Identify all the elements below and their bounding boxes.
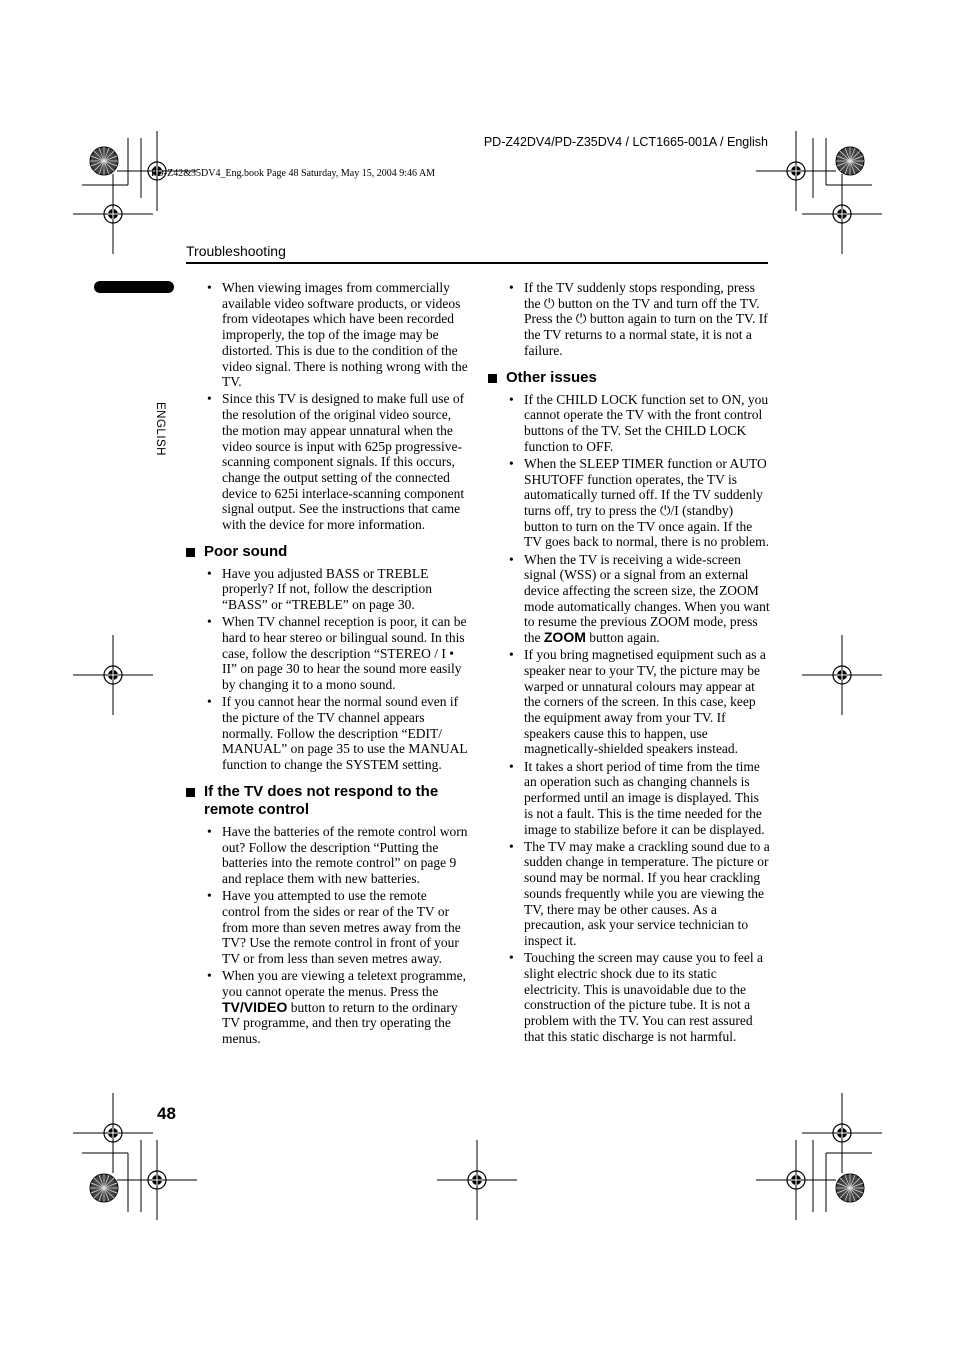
color-wheel-icon (836, 1174, 864, 1202)
stop-responding-list (506, 280, 770, 359)
list-item: • When the SLEEP TIMER function or AUTO SHUTOFF function operates, the TV is automatically turned off. If the TV suddenly turns off, try to press the ⏻/I (standby) button to turn on the TV once again. If the TV goes back to normal, there is no problem. (506, 456, 770, 550)
remote-list (204, 824, 468, 1047)
registration-cross-icon (802, 1093, 882, 1173)
power-icon: ⏻ (543, 295, 555, 311)
list-item: • If the CHILD LOCK function set to ON, you cannot operate the TV with the front control buttons of the TV. Set the CHILD LOCK function to OFF. (506, 392, 770, 455)
model-line: PD-Z42DV4/PD-Z35DV4 / LCT1665-001A / English (483, 135, 768, 149)
other-issues-list (506, 392, 770, 1045)
registration-cross-icon (73, 635, 153, 715)
page-number: 48 (157, 1104, 176, 1123)
list-item: • Have you attempted to use the remote control from the sides or rear of the TV or from more than seven metres away from the TV? Use the remote control in front of your TV or from less than seven metres away. (204, 888, 468, 967)
header-rule (186, 262, 768, 264)
list-item: • Have the batteries of the remote control worn out? Follow the description “Putting the batteries into the remote control” on page 9 and replace them with new batteries. (204, 824, 468, 887)
other-issues-heading: Other issues (488, 369, 770, 387)
registration-cross-icon (802, 174, 882, 254)
color-wheel-icon (90, 1174, 118, 1202)
list-item: • If you cannot hear the normal sound even if the picture of the TV channel appears normally. Follow the description “EDIT/ MANUAL” on page 35 to use the MANUAL function to change the SYSTEM setting. (204, 694, 468, 773)
list-item: • Touching the screen may cause you to feel a slight electric shock due to its static electricity. This is unavoidable due to the construction of the picture tube. It is not a problem with the TV. You can rest assured that this static discharge is not harmful. (506, 950, 770, 1044)
list-item: • When TV channel reception is poor, it can be hard to hear stereo or bilingual sound. In this case, follow the description “STEREO / I • II” on page 30 to hear the sound more easily by changing it to a mono sound. (204, 614, 468, 693)
intro-list (204, 280, 468, 533)
list-item: • When the TV is receiving a wide-screen signal (WSS) or a signal from an external device affecting the screen size, the ZOOM mode automatically changes. When you want to resume the previous ZOOM mode, press the ZOOM button again. (506, 552, 770, 646)
zoom-button-label: ZOOM (543, 629, 586, 646)
list-item: • When you are viewing a teletext programme, you cannot operate the menus. Press the TV/VIDEO button to return to the ordinary TV programme, and then try operating the menus. (204, 968, 468, 1047)
right-column (506, 280, 770, 1046)
square-bullet-icon (186, 788, 195, 797)
registration-cross-icon (756, 131, 836, 211)
color-wheel-icon (90, 147, 118, 175)
color-wheel-icon (836, 147, 864, 175)
list-item: • It takes a short period of time from the time an operation such as changing channels is performed until an image is displayed. This is not a fault. This is the time needed for the image to stabilize before it can be displayed. (506, 759, 770, 838)
registration-cross-icon (437, 1140, 517, 1220)
list-item: • Have you adjusted BASS or TREBLE properly? If not, follow the description “BASS” or “TREBLE” on page 30. (204, 566, 468, 613)
list-item: • Since this TV is designed to make full use of the resolution of the original video source, the motion may appear unnatural when the video source is input with 625p progressive-scanning component signals. If this occurs, change the output setting of the connected device to 625i interlace-scanning component signal output. See the instructions that came with the device for more information. (204, 391, 468, 532)
square-bullet-icon (186, 548, 195, 557)
list-item: • When viewing images from commercially available video software products, or videos from videotapes which have been recorded improperly, the top of the image may be distorted. This is due to the condition of the video signal. There is nothing wrong with the TV. (204, 280, 468, 390)
side-language-label: ENGLISH (154, 402, 166, 456)
registration-cross-icon (117, 1140, 197, 1220)
list-item: • The TV may make a crackling sound due to a sudden change in temperature. The picture or sound may be normal. If you hear crackling sounds frequently while you are viewing the TV, there may be other causes. As a precaution, ask your service technician to inspect it. (506, 839, 770, 949)
remote-heading: If the TV does not respond to the remote control (186, 783, 468, 819)
left-column (204, 280, 468, 1048)
book-info-line: PD-Z42&35DV4_Eng.book Page 48 Saturday, May 15, 2004 9:46 AM (151, 168, 436, 179)
poor-sound-list (204, 566, 468, 773)
section-title: Troubleshooting (186, 243, 286, 259)
section-tab-marker (94, 281, 174, 293)
standby-icon: ⏻/I (659, 502, 679, 518)
poor-sound-heading: Poor sound (186, 543, 468, 561)
list-item: • If you bring magnetised equipment such as a speaker near to your TV, the picture may be warped or unnatural colours may appear at the corners of the screen. In this case, keep the equipment away from your TV. If speakers cause this to happen, use magnetically-shielded speakers instead. (506, 647, 770, 757)
registration-cross-icon (802, 635, 882, 715)
tv-video-button-label: TV/VIDEO (222, 998, 288, 1015)
list-item: • If the TV suddenly stops responding, press the ⏻ button on the TV and turn off the TV. Press the ⏻ button again to turn on the TV. If the TV returns to a normal state, it is not a failure. (506, 280, 770, 359)
square-bullet-icon (488, 374, 497, 383)
power-icon: ⏻ (575, 311, 587, 327)
registration-cross-icon (756, 1140, 836, 1220)
